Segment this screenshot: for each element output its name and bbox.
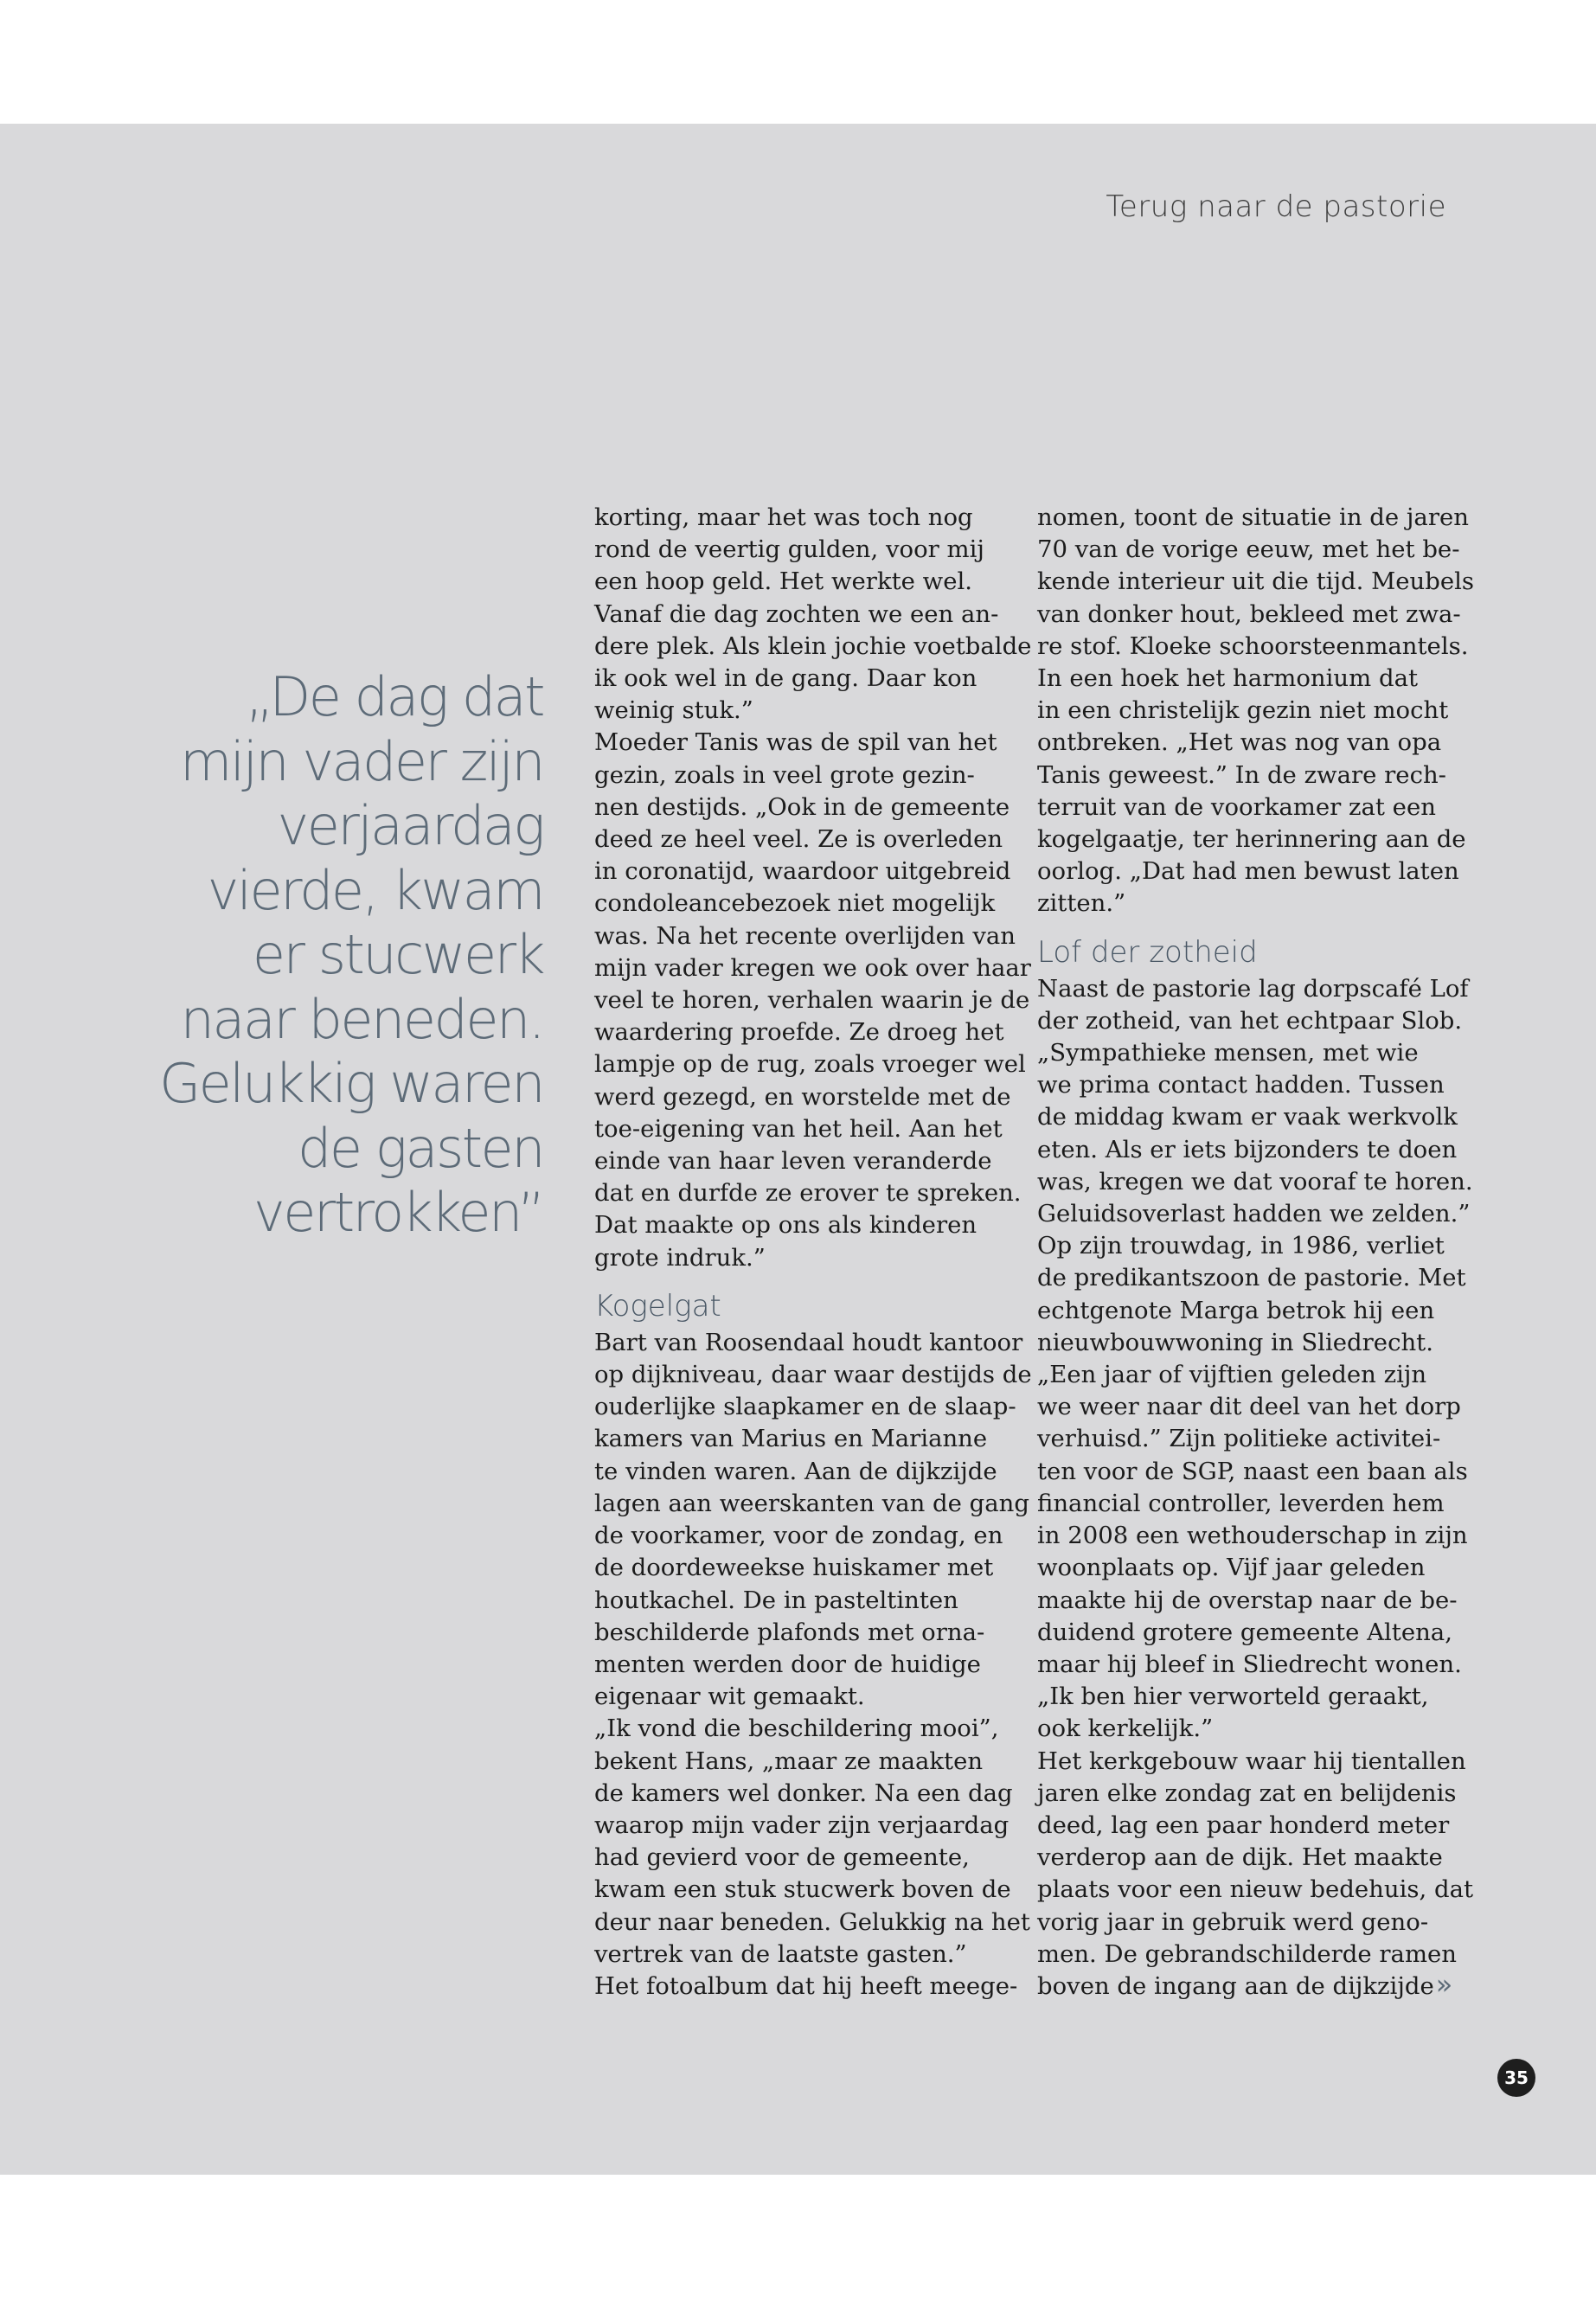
text-line: verderop aan de dijk. Het maakte: [1037, 1843, 1443, 1872]
pull-quote: [121, 665, 543, 1246]
text-line: Geluidsoverlast hadden we zelden.”: [1037, 1200, 1471, 1228]
text-line: eigenaar wit gemaakt.: [594, 1682, 865, 1711]
text-line: ouderlijke slaapkamer en de slaap-: [594, 1393, 1016, 1421]
text-line: ontbreken. „Het was nog van opa: [1037, 728, 1442, 757]
text-line: nomen, toont de situatie in de jaren: [1037, 503, 1469, 531]
text-line: oorlog. „Dat had men bewust laten: [1037, 857, 1459, 886]
text-line: woonplaats op. Vijf jaar geleden: [1037, 1554, 1426, 1582]
text-line: veel te horen, verhalen waarin je de: [594, 986, 1030, 1015]
text-line: condoleancebezoek niet mogelijk: [594, 889, 996, 918]
text-line: de predikantszoon de pastorie. Met: [1037, 1264, 1466, 1292]
text-line: der zotheid, van het echtpaar Slob.: [1037, 1006, 1463, 1035]
text-line: men. De gebrandschilderde ramen: [1037, 1939, 1458, 1968]
text-line: toe-eigening van het heil. Aan het: [594, 1114, 1003, 1143]
text-line: lagen aan weerskanten van de gang: [594, 1489, 1029, 1517]
text-line: terruit van de voorkamer zat een: [1037, 792, 1436, 821]
text-line: de kamers wel donker. Na een dag: [594, 1779, 1013, 1807]
paragraph-block: [1037, 973, 1474, 2003]
pull-quote-line: de gasten: [298, 1116, 543, 1180]
text-line: kende interieur uit die tijd. Meubels: [1037, 567, 1475, 596]
text-line: houtkachel. De in pasteltinten: [594, 1586, 958, 1614]
text-line: „Ik ben hier verworteld geraakt,: [1037, 1682, 1429, 1711]
text-line: kwam een stuk stucwerk boven de: [594, 1875, 1011, 1904]
pull-quote-line: Gelukkig waren: [159, 1052, 543, 1115]
text-line: beschilderde plafonds met orna-: [594, 1618, 985, 1646]
text-line: jaren elke zondag zat en belijdenis: [1037, 1779, 1457, 1807]
text-line-last: [1037, 1967, 1461, 2003]
last-line-text: boven de ingang aan de dijkzijde: [1037, 1971, 1434, 2000]
text-line: in een christelijk gezin niet mocht: [1037, 696, 1449, 725]
text-line: mijn vader kregen we ook over haar: [594, 953, 1031, 982]
text-line: duidend grotere gemeente Altena,: [1037, 1618, 1452, 1646]
text-line: ook kerkelijk.”: [1037, 1715, 1214, 1743]
text-line: waarop mijn vader zijn verjaardag: [594, 1811, 1010, 1839]
paragraph-block: [1037, 502, 1475, 920]
article-column-1: [594, 502, 1032, 2003]
pull-quote-line: naar beneden.: [180, 987, 543, 1051]
text-line: deed ze heel veel. Ze is overleden: [594, 825, 1003, 854]
pull-quote-line: vertrokken”: [253, 1181, 543, 1244]
text-line: in 2008 een wethouderschap in zijn: [1037, 1522, 1468, 1550]
text-line: 70 van de vorige eeuw, met het be-: [1037, 535, 1460, 564]
text-line: Het kerkgebouw waar hij tientallen: [1037, 1747, 1466, 1775]
text-line: In een hoek het harmonium dat: [1037, 664, 1419, 693]
paragraph-block: [594, 1327, 1032, 2003]
text-line: bekent Hans, „maar ze maakten: [594, 1747, 984, 1775]
text-line: plaats voor een nieuw bedehuis, dat: [1037, 1875, 1474, 1904]
magazine-page: [0, 124, 1596, 2175]
text-line: kamers van Marius en Marianne: [594, 1425, 988, 1453]
text-line: einde van haar leven veranderde: [594, 1147, 992, 1176]
subheading-lof-der-zotheid: Lof der zotheid: [1037, 934, 1258, 970]
text-line: Naast de pastorie lag dorpscafé Lof: [1037, 974, 1469, 1003]
pull-quote-line: verjaardag: [277, 794, 543, 857]
text-line: deed, lag een paar honderd meter: [1037, 1811, 1450, 1839]
text-line: op dijkniveau, daar waar destijds de: [594, 1361, 1032, 1389]
text-line: van donker hout, bekleed met zwa-: [1037, 599, 1461, 628]
text-line: Dat maakte op ons als kinderen: [594, 1211, 977, 1240]
subheading-kogelgat: Kogelgat: [594, 1288, 721, 1324]
text-line: we prima contact hadden. Tussen: [1037, 1071, 1445, 1099]
text-line: kogelgaatje, ter herinnering aan de: [1037, 825, 1466, 854]
text-line: nieuwbouwwoning in Sliedrecht.: [1037, 1328, 1433, 1356]
text-line: maakte hij de overstap naar de be-: [1037, 1586, 1458, 1614]
text-line: weinig stuk.”: [594, 696, 753, 725]
text-line: was. Na het recente overlijden van: [594, 921, 1016, 950]
text-line: grote indruk.”: [594, 1243, 766, 1272]
text-line: vorig jaar in gebruik werd geno-: [1037, 1907, 1429, 1936]
text-line: dat en durfde ze erover te spreken.: [594, 1179, 1022, 1208]
text-line: zitten.”: [1037, 889, 1126, 918]
text-line: te vinden waren. Aan de dijkzijde: [594, 1457, 997, 1485]
text-line: deur naar beneden. Gelukkig na het: [594, 1907, 1030, 1936]
text-line: eten. Als er iets bijzonders te doen: [1037, 1135, 1458, 1163]
text-line: Het fotoalbum dat hij heeft meege-: [594, 1971, 1018, 2000]
text-line: verhuisd.” Zijn politieke activitei-: [1037, 1425, 1441, 1453]
text-line: korting, maar het was toch nog: [594, 503, 973, 531]
text-line: een hoop geld. Het werkte wel.: [594, 567, 973, 596]
text-line: had gevierd voor de gemeente,: [594, 1843, 970, 1872]
text-line: Vanaf die dag zochten we een an-: [594, 599, 999, 628]
text-line: financial controller, leverden hem: [1037, 1489, 1445, 1517]
pull-quote-line: mijn vader zijn: [179, 729, 543, 793]
page-number-badge: 35: [1497, 2059, 1535, 2097]
text-line: ten voor de SGP, naast een baan als: [1037, 1457, 1468, 1485]
text-line: „Ik vond die beschildering mooi”,: [594, 1715, 999, 1743]
text-line: de middag kwam er vaak werkvolk: [1037, 1103, 1458, 1131]
text-line: ik ook wel in de gang. Daar kon: [594, 664, 977, 693]
text-line: maar hij bleef in Sliedrecht wonen.: [1037, 1650, 1462, 1678]
text-line: Moeder Tanis was de spil van het: [594, 728, 997, 757]
text-line: Tanis geweest.” In de zware rech-: [1037, 760, 1446, 789]
text-line: de doordeweekse huiskamer met: [594, 1554, 994, 1582]
text-line: Bart van Roosendaal houdt kantoor: [594, 1328, 1023, 1356]
text-line: in coronatijd, waardoor uitgebreid: [594, 857, 1011, 886]
double-chevron-right-icon: ››: [1435, 1967, 1448, 2001]
pull-quote-line: „De dag dat: [246, 665, 543, 728]
text-line: Op zijn trouwdag, in 1986, verliet: [1037, 1232, 1445, 1260]
text-line: rond de veertig gulden, voor mij: [594, 535, 984, 564]
text-line: menten werden door de huidige: [594, 1650, 981, 1678]
text-line: „Sympathieke mensen, met wie: [1037, 1039, 1419, 1067]
text-line: vertrek van de laatste gasten.”: [594, 1939, 967, 1968]
running-title: Terug naar de pastorie: [1106, 189, 1446, 224]
text-line: „Een jaar of vijftien geleden zijn: [1037, 1361, 1427, 1389]
text-line: waardering proefde. Ze droeg het: [594, 1018, 1004, 1047]
text-line: nen destijds. „Ook in de gemeente: [594, 792, 1010, 821]
text-line: lampje op de rug, zoals vroeger wel: [594, 1050, 1026, 1079]
paragraph-block: [594, 502, 1032, 1274]
text-line: we weer naar dit deel van het dorp: [1037, 1393, 1461, 1421]
pull-quote-line: vierde, kwam: [207, 858, 543, 922]
article-column-2: [1037, 502, 1475, 2003]
text-line: echtgenote Marga betrok hij een: [1037, 1296, 1435, 1324]
pull-quote-line: er stucwerk: [252, 923, 543, 986]
text-line: was, kregen we dat vooraf te horen.: [1037, 1167, 1473, 1195]
text-line: werd gezegd, en worstelde met de: [594, 1082, 1011, 1111]
text-line: de voorkamer, voor de zondag, en: [594, 1522, 1003, 1550]
text-line: dere plek. Als klein jochie voetbalde: [594, 631, 1032, 660]
text-line: gezin, zoals in veel grote gezin-: [594, 760, 975, 789]
text-line: re stof. Kloeke schoorsteenmantels.: [1037, 631, 1469, 660]
